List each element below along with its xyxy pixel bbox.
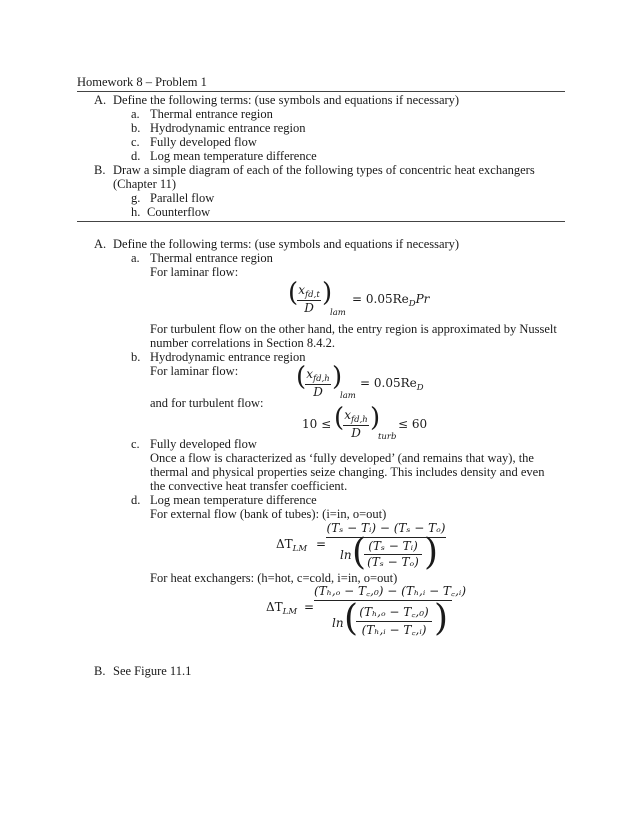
problem-a-item-text: Hydrodynamic entrance region — [150, 121, 306, 135]
eq-lhs: $\Delta T_{LM}$ — [276, 537, 308, 554]
problem-a-item-label: b. — [131, 121, 141, 135]
problem-divider — [77, 221, 565, 222]
problem-a-item-label: a. — [131, 107, 140, 121]
answer-b-text: See Figure 11.1 — [113, 664, 192, 678]
ln-label: ln — [332, 616, 344, 630]
problem-b-text: Draw a simple diagram of each of the following types of concentric heat exchangers — [113, 163, 535, 177]
lmtd-exchanger-label: For heat exchangers: (h=hot, c=cold, i=in, o=out) — [150, 571, 398, 585]
eq-rhs: = $0.05Re_D$ — [360, 376, 424, 393]
thermal-laminar-label: For laminar flow: — [150, 265, 239, 279]
eq-rhs: ≤ 60 — [398, 417, 428, 431]
eq-numerator: (Tₛ − Tᵢ) − (Tₛ − Tₒ) — [326, 521, 446, 535]
answer-b-label: B. — [94, 664, 106, 678]
thermal-turbulent-text-cont: number correlations in Section 8.4.2. — [150, 336, 336, 350]
answer-b-item-label: b. — [131, 350, 141, 364]
problem-b-item-label: h. — [131, 205, 141, 219]
hydro-laminar-label: For laminar flow: — [150, 364, 239, 378]
answer-a-text: Define the following terms: (use symbols and equations if necessary) — [113, 237, 460, 251]
fully-developed-text-cont: the convective heat transfer coefficient. — [150, 479, 348, 493]
header-divider — [77, 91, 565, 92]
problem-a-item-label: c. — [131, 135, 140, 149]
inner-fraction-bar — [356, 621, 432, 622]
eq-subscript: turb — [378, 432, 397, 442]
problem-b-item-label: g. — [131, 191, 141, 205]
answer-a-item-label: a. — [131, 251, 140, 265]
eq-numerator: $x_{fd,t}$ — [298, 283, 320, 300]
eq-numerator: $x_{fd,h}$ — [306, 367, 330, 384]
problem-b-item-text: Parallel flow — [150, 191, 215, 205]
eq-inner-denominator: (Tₕ,ᵢ − T꜀,ᵢ) — [361, 623, 427, 637]
eq-subscript: lam — [330, 308, 346, 318]
eq-denominator: D — [313, 385, 323, 399]
problem-a-item-text: Fully developed flow — [150, 135, 257, 149]
ln-label: ln — [340, 548, 352, 562]
eq-lhs: $\Delta T_{LM}$ — [266, 600, 298, 617]
paren-right: ) — [434, 598, 449, 639]
problem-a-item-text: Log mean temperature difference — [150, 149, 317, 163]
eq-numerator: $x_{fd,h}$ — [344, 408, 368, 425]
eq-inner-numerator: (Tₕ,ₒ − T꜀,₀) — [359, 605, 429, 619]
eq-inner-numerator: (Tₛ − Tᵢ) — [368, 539, 418, 553]
eq-inner-denominator: (Tₛ − Tₒ) — [367, 555, 419, 569]
eq-rhs: = $0.05Re_DPr$ — [352, 292, 430, 309]
thermal-entrance-title: Thermal entrance region — [150, 251, 273, 265]
fully-developed-title: Fully developed flow — [150, 437, 257, 451]
hydro-turbulent-label: and for turbulent flow: — [150, 396, 264, 410]
answer-c-item-label: c. — [131, 437, 140, 451]
problem-a-item-text: Thermal entrance region — [150, 107, 273, 121]
paren-right: ) — [370, 403, 381, 433]
eq-numerator: (Tₕ,ₒ − T꜀,₀) − (Tₕ,ᵢ − T꜀,ᵢ) — [314, 584, 466, 598]
paren-left: ( — [352, 532, 367, 573]
problem-a-label: A. — [94, 93, 107, 107]
paren-left: ( — [288, 278, 299, 308]
paren-right: ) — [332, 362, 343, 392]
fully-developed-text: Once a flow is characterized as ‘fully developed’ (and remains that way), the — [150, 451, 534, 465]
paren-right: ) — [322, 278, 333, 308]
fraction-bar — [314, 600, 452, 601]
eq-equals: = — [304, 600, 315, 614]
problem-b-text-cont: (Chapter 11) — [113, 177, 177, 191]
eq-denominator: D — [304, 301, 314, 315]
eq-equals: = — [316, 537, 327, 551]
lmtd-title: Log mean temperature difference — [150, 493, 317, 507]
problem-a-item-label: d. — [131, 149, 141, 163]
paren-left: ( — [334, 403, 345, 433]
eq-denominator: D — [351, 426, 361, 440]
problem-a-text: Define the following terms: (use symbols and equations if necessary) — [113, 93, 460, 107]
paren-left: ( — [344, 598, 359, 639]
problem-b-item-text: Counterflow — [147, 205, 211, 219]
answer-a-label: A. — [94, 237, 107, 251]
problem-b-label: B. — [94, 163, 106, 177]
page-title: Homework 8 – Problem 1 — [77, 75, 207, 89]
paren-right: ) — [424, 532, 439, 573]
hydrodynamic-entrance-title: Hydrodynamic entrance region — [150, 350, 306, 364]
thermal-turbulent-text: For turbulent flow on the other hand, the entry region is approximated by Nusselt — [150, 322, 557, 336]
eq-lhs: 10 ≤ — [302, 417, 332, 431]
paren-left: ( — [296, 362, 307, 392]
fully-developed-text-cont: thermal and physical properties seize changing. This includes density and even — [150, 465, 545, 479]
lmtd-external-label: For external flow (bank of tubes): (i=in, o=out) — [150, 507, 387, 521]
answer-d-item-label: d. — [131, 493, 141, 507]
eq-subscript: lam — [340, 391, 356, 401]
